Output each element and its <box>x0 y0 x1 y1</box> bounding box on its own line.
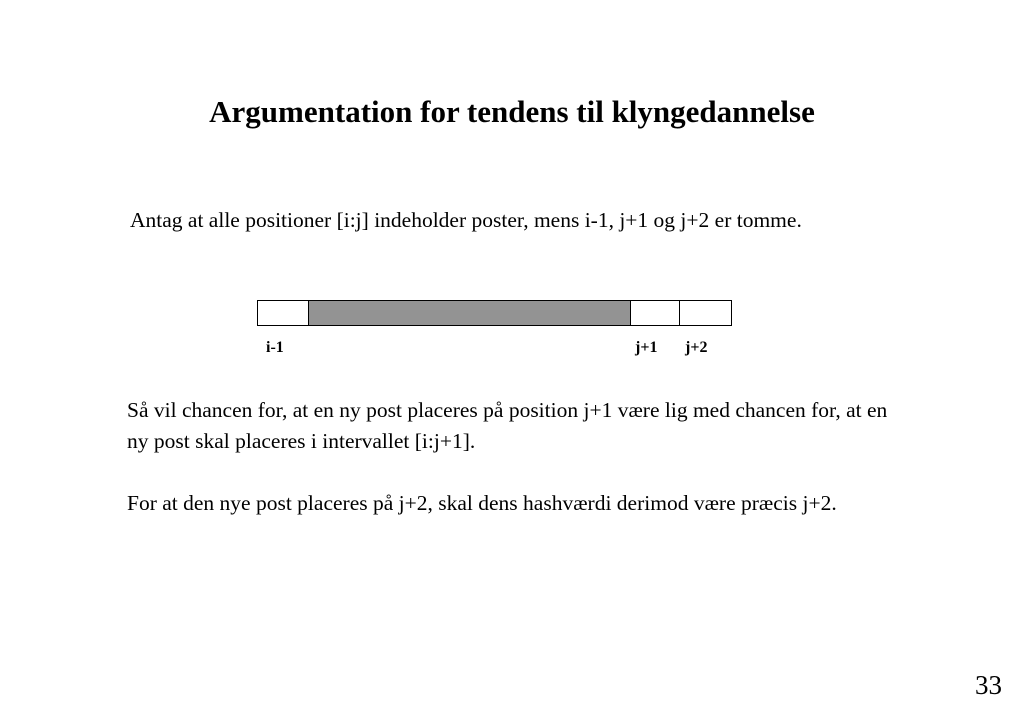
paragraph-probability-j-plus-2: For at den nye post placeres på j+2, skal dens hashværdi derimod være præcis j+2. <box>127 491 837 515</box>
page-number: 33 <box>975 670 1002 700</box>
cell-j-plus-2-empty <box>680 301 731 325</box>
label-j-plus-2: j+2 <box>685 339 708 356</box>
cell-j-plus-1-empty <box>631 301 680 325</box>
cell-i-minus-1-empty <box>258 301 309 325</box>
hash-table-diagram <box>257 300 732 326</box>
paragraph-assumption: Antag at alle positioner [i:j] indeholder poster, mens i-1, j+1 og j+2 er tomme. <box>130 208 802 232</box>
paragraph-probability-j-plus-1: Så vil chancen for, at en ny post placeres på position j+1 være lig med chancen for, at en ny post skal placeres i intervallet [i:j+1]. <box>127 398 888 453</box>
label-i-minus-1: i-1 <box>266 339 284 356</box>
cell-range-i-to-j-filled <box>309 301 631 325</box>
slide-title: Argumentation for tendens til klyngedannelse <box>209 94 815 129</box>
label-j-plus-1: j+1 <box>635 339 658 356</box>
